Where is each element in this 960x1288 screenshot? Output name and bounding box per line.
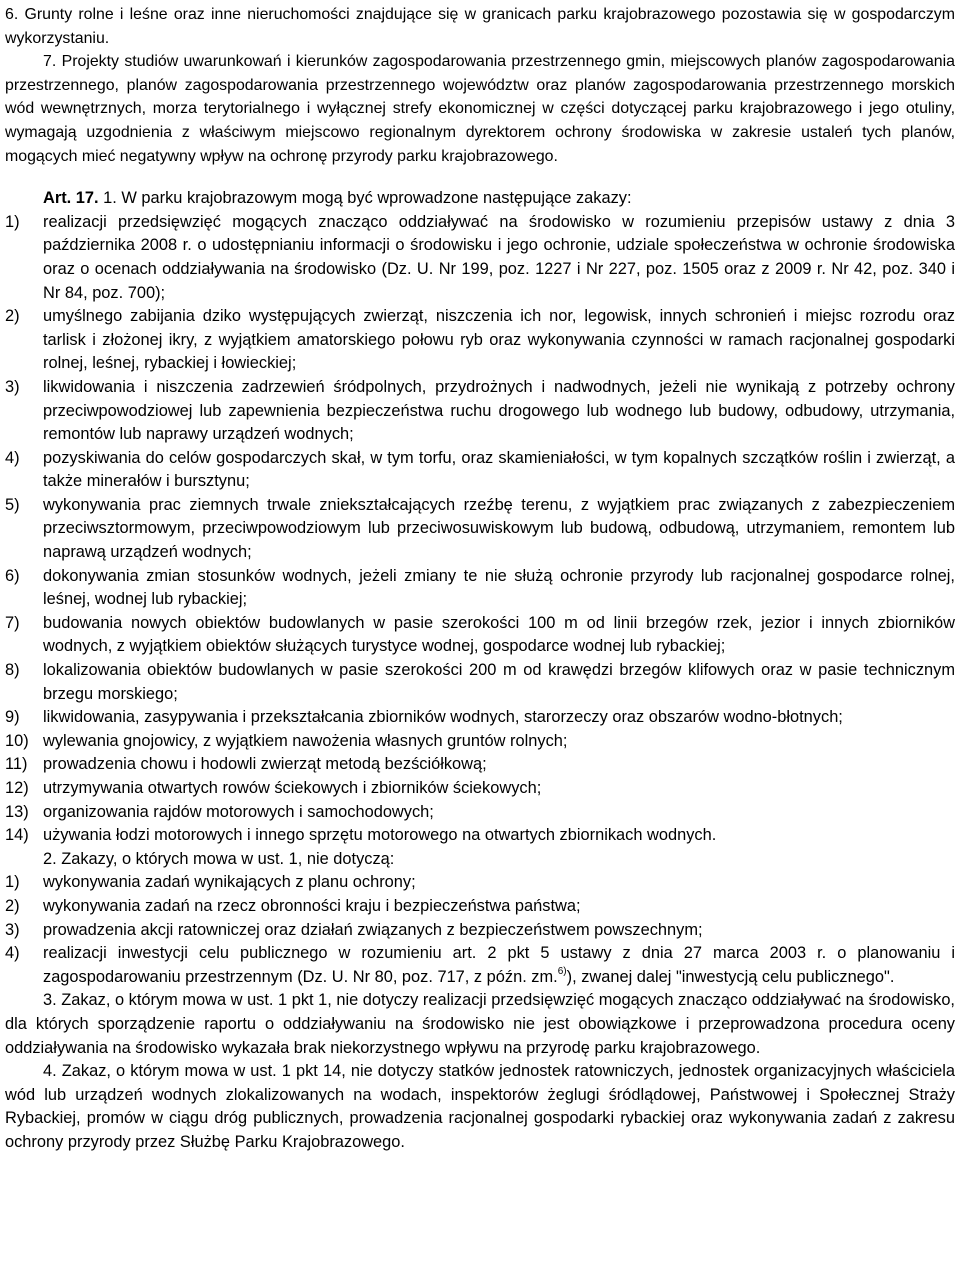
list-item [5,801,955,825]
list-item-number: 9) [5,708,20,727]
list-item-number: 3) [5,920,20,939]
list-item [5,447,955,494]
exemptions-list [5,871,955,942]
list-item-text: wykonywania zadań wynikających z planu ochrony; [43,873,416,892]
prohibitions-list [5,211,955,848]
list-item-number: 8) [5,661,20,680]
list-item-text: likwidowania, zasypywania i przekształcania zbiorników wodnych, starorzeczy oraz obszarów wodno-błotnych; [43,708,843,727]
list-item-text: organizowania rajdów motorowych i samochodowych; [43,802,434,821]
item-text-part: realizacji inwestycji celu publicznego w rozumieniu art. 2 pkt 5 ustawy z dnia 27 marca 2003 r. o planowaniu i zagospodarowaniu przestrzennym (Dz. U. Nr 80, poz. 717, z późn. zm. [43,944,955,986]
list-item-text: wylewania gnojowicy, z wyjątkiem nawożenia własnych gruntów rolnych; [43,731,568,750]
list-item [5,871,955,895]
list-item-number: 11) [5,755,28,774]
list-item [5,612,955,659]
list-item [5,942,955,989]
list-item [5,706,955,730]
list-item-number: 2) [5,307,20,326]
list-item [5,376,955,447]
list-item-text [43,942,955,989]
list-item-number: 12) [5,779,29,797]
list-item [5,730,955,754]
list-item-text: realizacji przedsięwzięć mogących znacząco oddziaływać na środowisko w rozumieniu przepisów ustawy z dnia 3 października 2008 r. o udostępnianiu informacji o środowisku i jego ochronie, udziale społeczeństwa w ochronie środowiska oraz o ocenach oddziaływania na środowisko (Dz. U. Nr 199, poz. 1227 i Nr 227, poz. 1505 oraz z 2009 r. Nr 42, poz. 340 i Nr 84, poz. 700); [43,212,955,302]
list-item-number: 4) [5,944,20,963]
list-item-number: 4) [5,448,20,467]
paragraph-7: 7. Projekty studiów uwarunkowań i kierunków zagospodarowania przestrzennego gmin, miejscowych planów zagospodarowania przestrzennego, planów zagospodarowania przestrzennego województw oraz planów zagospodarowania przestrzennego morskich wód wewnętrznych, morza terytorialnego i wyłącznej strefy ekonomicznej w części dotyczącej parku krajobrazowego i jego otuliny, wymagają uzgodnienia z właściwym miejscowo regionalnym dyrektorem ochrony środowiska w zakresie ustaleń tych planów, mogących mieć negatywny wpływ na ochronę przyrody parku krajobrazowego. [5,53,955,165]
list-item [5,919,955,943]
list-item [5,494,955,565]
list-item-number: 2) [5,896,20,915]
footnote-ref: 6) [557,966,567,978]
list-item-number: 14) [5,826,29,845]
list-item [5,777,955,801]
article-number: Art. 17. [43,189,99,208]
list-item-number: 3) [5,377,20,396]
article-17-intro: 1. W parku krajobrazowym mogą być wprowadzone następujące zakazy: [103,189,632,208]
list-item [5,659,955,706]
list-item-text: używania łodzi motorowych i innego sprzętu motorowego na otwartych zbiornikach wodnych. [43,826,717,845]
list-item [5,824,955,848]
list-item-text: prowadzenia chowu i hodowli zwierząt metodą bezściółkową; [43,755,487,774]
list-item-text: utrzymywania otwartych rowów ściekowych i zbiorników ściekowych; [43,779,542,797]
list-item-text: wykonywania zadań na rzecz obronności kraju i bezpieczeństwa państwa; [43,896,581,915]
list-item [5,565,955,612]
list-item [5,211,955,305]
list-item [5,305,955,376]
paragraph-3: 3. Zakaz, o którym mowa w ust. 1 pkt 1, nie dotyczy realizacji przedsięwzięć mogących znacząco oddziaływać na środowisko, dla których sporządzenie raportu o oddziaływaniu na środowisko nie jest obowiązkowe i przeprowadzona procedura oceny oddziaływania na środowisko wykazała brak niekorzystnego wpływu na przyrodę parku krajobrazowego. [5,991,955,1057]
list-item-text: prowadzenia akcji ratowniczej oraz działań związanych z bezpieczeństwem powszechnym; [43,920,703,939]
item-text-part: ), zwanej dalej "inwestycją celu publicznego". [566,967,895,986]
list-item-number: 6) [5,566,20,585]
article-17-heading [5,187,955,211]
paragraph-6: 6. Grunty rolne i leśne oraz inne nieruchomości znajdujące się w granicach parku krajobrazowego pozostawia się w gospodarczym wykorzystaniu. [5,6,955,47]
list-item-text: likwidowania i niszczenia zadrzewień śródpolnych, przydrożnych i nadwodnych, jeżeli nie wynikają z potrzeby ochrony przeciwpowodziowej lub zapewnienia bezpieczeństwa ruchu drogowego lub wodnego lub budowy, odbudowy, utrzymania, remontów lub naprawy urządzeń wodnych; [43,377,955,444]
list-item-number: 5) [5,495,20,514]
list-item-text: pozyskiwania do celów gospodarczych skał, w tym torfu, oraz skamieniałości, w tym kopalnych szczątków roślin i zwierząt, a także minerałów i bursztynu; [43,448,955,491]
list-item-text: budowania nowych obiektów budowlanych w pasie szerokości 100 m od linii brzegów rzek, jezior i innych zbiorników wodnych, z wyjątkiem obiektów służących turystyce wodnej, gospodarce wodnej lub rybackiej; [43,613,955,656]
list-item-number: 7) [5,613,20,632]
list-item-text: dokonywania zmian stosunków wodnych, jeżeli zmiany te nie służą ochronie przyrody lub racjonalnej gospodarce rolnej, leśnej, wodnej lub rybackiej; [43,566,955,609]
list-item [5,895,955,919]
paragraph-4: 4. Zakaz, o którym mowa w ust. 1 pkt 14, nie dotyczy statków jednostek ratowniczych, jednostek organizacyjnych właściciela wód lub urządzeń wodnych zlokalizowanych na wodach, inspektorów żeglugi śródlądowej, Państwowej i Społecznej Straży Rybackiej, promów w ciągu dróg publicznych, prowadzenia racjonalnej gospodarki rybackiej oraz wykonywania zadań z zakresu ochrony przyrody przez Służbę Parku Krajobrazowego. [5,1062,955,1151]
list-item-number: 1) [5,212,20,231]
list-item-number: 13) [5,802,29,821]
list-item-text: wykonywania prac ziemnych trwale zniekształcających rzeźbę terenu, z wyjątkiem prac związanych z zabezpieczeniem przeciwsztormowym, przeciwpowodziowym lub przeciwosuwiskowym lub budową, odbudową, utrzymaniem, remontem lub naprawą urządzeń wodnych; [43,495,955,562]
list-item-number: 1) [5,873,20,892]
paragraph-2-intro: 2. Zakazy, o których mowa w ust. 1, nie dotyczą: [43,849,395,868]
list-item-text: umyślnego zabijania dziko występujących zwierząt, niszczenia ich nor, legowisk, innych schronień i miejsc rozrodu oraz tarlisk i złożonej ikry, z wyjątkiem amatorskiego połowu ryb oraz wykonywania czynności w ramach racjonalnej gospodarki rolnej, leśnej, rybackiej i łowieckiej; [43,307,955,373]
list-item-number: 10) [5,731,29,750]
list-item-text: lokalizowania obiektów budowlanych w pasie szerokości 200 m od krawędzi brzegów klifowych oraz w pasie technicznym brzegu morskiego; [43,661,955,703]
list-item [5,753,955,777]
